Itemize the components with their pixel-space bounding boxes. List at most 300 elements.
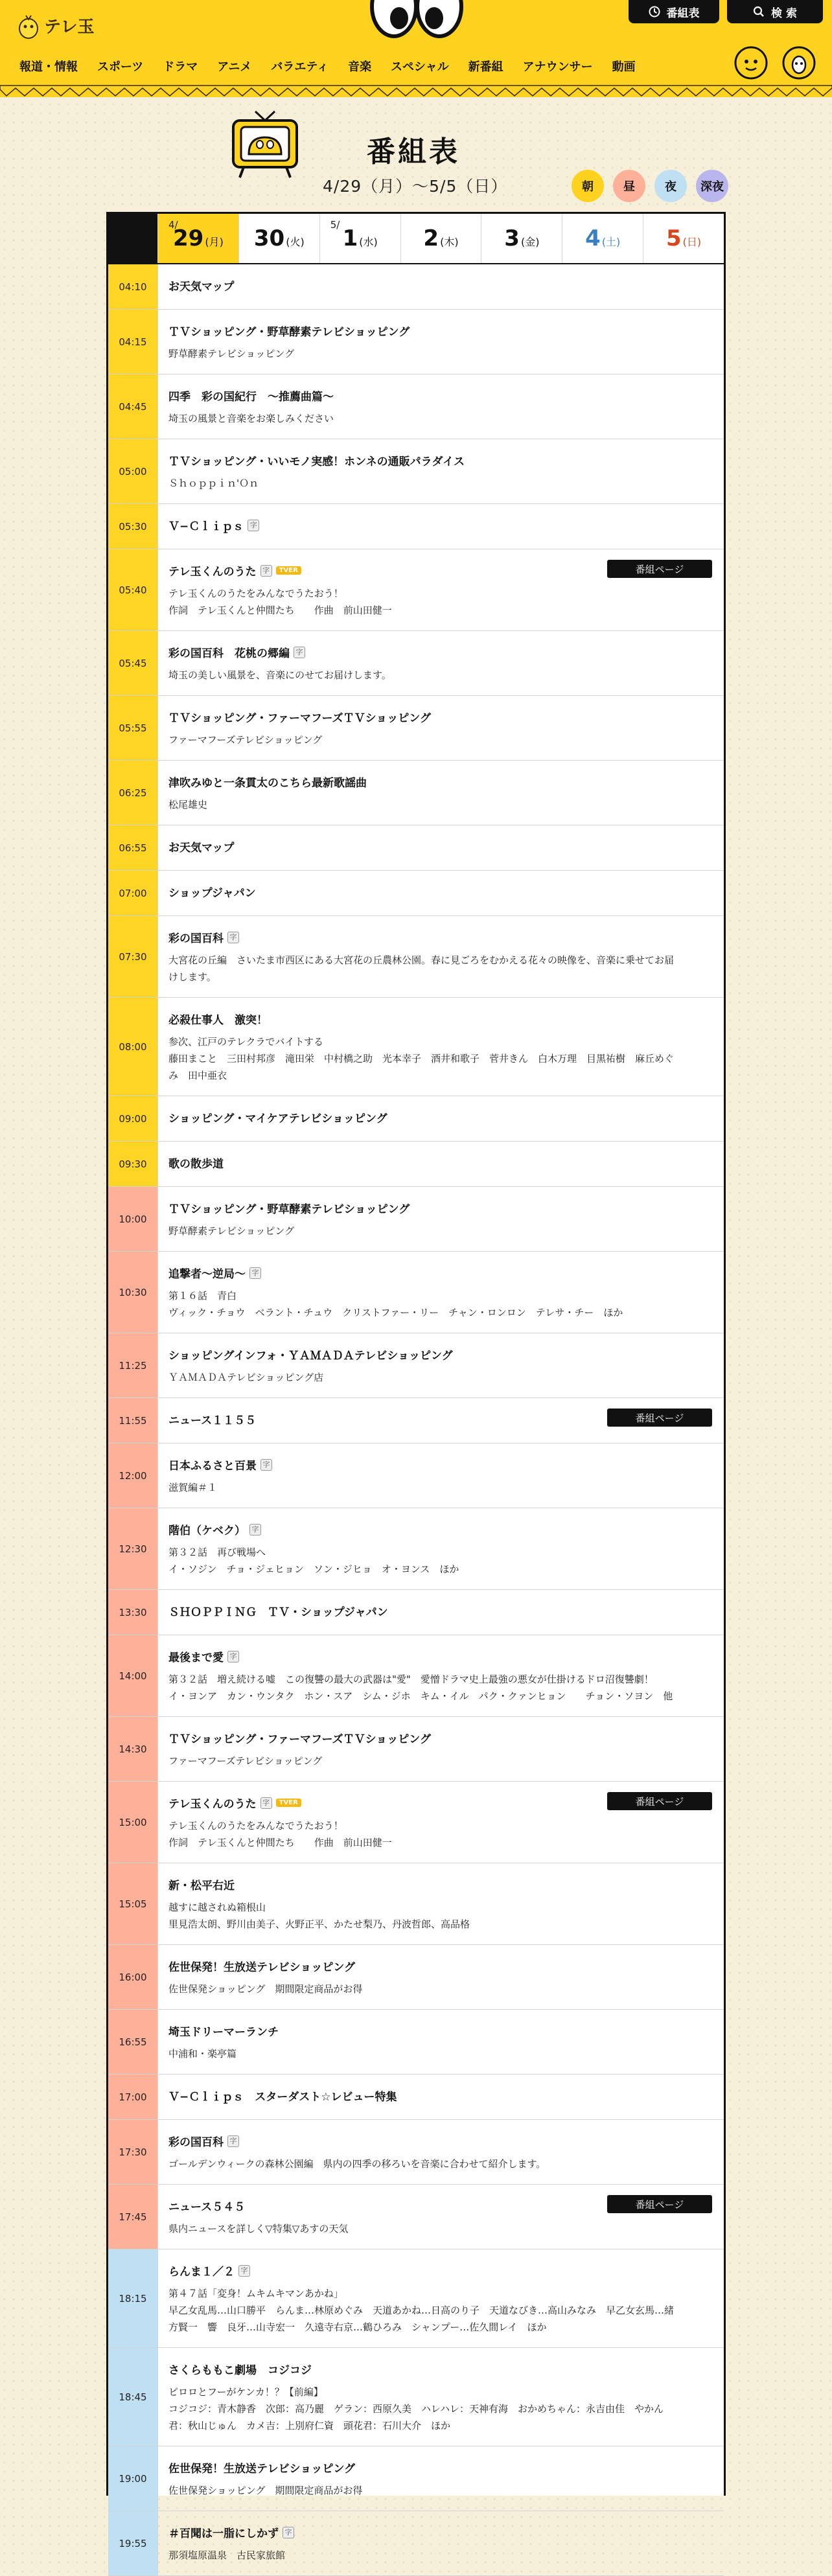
tv-mascot-icon (229, 109, 301, 180)
program-description-line: 早乙女乱馬…山口勝平 らんま…林原めぐみ 天道あかね…日高のり子 天道なびき…高山みなみ 早乙女玄馬…緒 (168, 2305, 675, 2316)
teletama-mascot-icon (18, 12, 39, 39)
day-tab-5[interactable] (562, 214, 643, 263)
program-title[interactable]: 最後まで愛 (168, 1651, 224, 1664)
program-description-line: イ・ソジン チョ・ジェヒョン ソン・ジヒョ オ・ヨンス ほか (168, 1563, 459, 1575)
program-time: 05:40 (108, 549, 158, 630)
day-number: 1 (342, 225, 358, 251)
program-row[interactable] (108, 1333, 724, 1398)
subtitle-badge-icon: 字 (249, 1267, 261, 1279)
program-description (168, 1671, 713, 1705)
program-time: 18:15 (108, 2249, 158, 2347)
program-time: 07:30 (108, 916, 158, 997)
program-info (158, 1142, 724, 1186)
program-row[interactable] (108, 504, 724, 549)
program-info (158, 761, 724, 825)
program-info (158, 1252, 724, 1333)
day-weekday: (月) (205, 235, 224, 248)
program-title-line (168, 323, 713, 339)
nav-special[interactable]: スペシャル (390, 60, 449, 74)
program-title[interactable]: テレ玉くんのうた (168, 566, 257, 579)
program-description-line: 第３２話 再び戦場へ (168, 1547, 266, 1558)
program-time: 10:30 (108, 1252, 158, 1333)
program-title[interactable]: ＴＶショッピング・野草酵素テレビショッピング (168, 1203, 410, 1216)
search-button[interactable] (727, 0, 823, 23)
header-zigzag-edge (0, 86, 832, 98)
program-row[interactable] (108, 1945, 724, 2010)
program-title-line (168, 387, 713, 404)
program-time: 16:55 (108, 2010, 158, 2074)
nav-drama[interactable]: ドラマ (163, 60, 198, 74)
program-description-line: ゴールデンウィークの森林公園編 県内の四季の移ろいを音楽に合わせて紹介します。 (168, 2158, 546, 2170)
program-info (158, 310, 724, 374)
program-title[interactable]: 彩の国百科 花桃の郷編 (168, 647, 290, 660)
day-number: 5 (666, 225, 682, 251)
nav-announcer[interactable]: アナウンサー (522, 60, 593, 74)
program-description (168, 410, 713, 427)
program-time: 12:00 (108, 1443, 158, 1508)
program-description-line: 里見浩太朗、野川由美子、火野正平、かたせ梨乃、丹波哲郎、高品格 (168, 1918, 470, 1930)
day-number: 30 (253, 225, 285, 251)
program-time: 08:00 (108, 998, 158, 1096)
program-title[interactable]: ＳＨＯＰＰＩＮＧ ＴＶ・ショップジャパン (168, 1606, 388, 1619)
program-time: 11:25 (108, 1333, 158, 1397)
program-description-line: 越すに越されぬ箱根山 (168, 1902, 266, 1913)
program-info (158, 549, 724, 630)
program-row[interactable] (108, 761, 724, 825)
program-description (168, 2384, 713, 2434)
program-title-line (168, 1265, 713, 1281)
program-description (168, 1479, 713, 1496)
program-title-line (168, 1730, 713, 1746)
program-description-line: 佐世保発ショッピング 期間限定商品がお得 (168, 1983, 363, 1995)
day-tab-3[interactable] (400, 214, 481, 263)
program-title-line (168, 1456, 713, 1473)
time-night-button[interactable]: 夜 (654, 170, 687, 202)
nav-new-programs[interactable]: 新番組 (468, 60, 503, 74)
time-morning-button[interactable]: 朝 (572, 170, 604, 202)
day-tabs (108, 214, 724, 264)
program-row[interactable] (108, 1252, 724, 1333)
subtitle-badge-icon: 字 (249, 1524, 261, 1535)
program-title-line (168, 884, 713, 900)
program-row[interactable] (108, 871, 724, 916)
subtitle-badge-icon: 字 (227, 1651, 239, 1662)
program-description-line: 作詞 テレ玉くんと仲間たち 作曲 前山田健一 (168, 604, 392, 616)
program-info (158, 998, 724, 1096)
program-title-line (168, 644, 713, 660)
program-title-line (168, 774, 713, 790)
program-info (158, 1782, 724, 1863)
program-title-line (168, 929, 713, 945)
program-page-button[interactable]: 番組ページ (607, 560, 712, 578)
program-description (168, 1753, 713, 1769)
program-title-line (168, 2459, 713, 2476)
program-description (168, 1033, 713, 1084)
program-row[interactable] (108, 696, 724, 761)
day-weekday: (火) (286, 235, 305, 248)
program-title[interactable]: さくらももこ劇場 コジコジ (168, 2364, 312, 2377)
day-number: 4 (585, 225, 601, 251)
program-info (158, 2511, 724, 2575)
day-weekday: (日) (682, 235, 702, 248)
tver-badge: TVER (276, 1799, 301, 1807)
program-title-line (168, 1876, 713, 1892)
time-daytime-button[interactable]: 昼 (613, 170, 645, 202)
program-title[interactable]: 追撃者〜逆局〜 (168, 1268, 246, 1281)
program-time: 05:30 (108, 504, 158, 549)
program-time: 06:55 (108, 825, 158, 870)
program-list (108, 264, 724, 2576)
site-header (0, 0, 832, 97)
program-time: 18:45 (108, 2348, 158, 2446)
program-row[interactable] (108, 1635, 724, 1717)
program-row[interactable] (108, 374, 724, 439)
program-description-line: 参次、江戸のテレクラでバイトする (168, 1036, 323, 1048)
program-row[interactable] (108, 264, 724, 310)
program-description (168, 2045, 713, 2062)
program-row[interactable] (108, 439, 724, 504)
program-description-line: 君：秋山じゅん カメ吉：上別府仁資 頭花君：石川大介 ほか (168, 2420, 451, 2432)
program-title-line (168, 2524, 713, 2540)
schedule-button-label: 番組表 (666, 6, 700, 20)
program-title[interactable]: お天気マップ (168, 281, 235, 293)
program-info (158, 439, 724, 503)
program-description (168, 585, 713, 619)
program-description-line: 佐世保発ショッピング 期間限定商品がお得 (168, 2485, 363, 2496)
program-row[interactable] (108, 1863, 724, 1945)
program-info (158, 825, 724, 870)
program-info (158, 2185, 724, 2249)
day-tab-1[interactable] (238, 214, 319, 263)
program-description-line: 野草酵素テレビショッピング (168, 1225, 295, 1237)
program-info (158, 871, 724, 915)
nav-sports[interactable]: スポーツ (97, 60, 144, 74)
global-nav (0, 53, 726, 79)
program-row[interactable] (108, 998, 724, 1096)
program-description-line: み 田中亜衣 (168, 1070, 227, 1081)
day-weekday: (土) (601, 235, 621, 248)
program-title[interactable]: テレ玉くんのうた (168, 1798, 257, 1811)
program-description (168, 1817, 713, 1851)
program-title[interactable]: ＴＶショッピング・ファーマフーズＴＶショッピング (168, 1733, 431, 1746)
program-description-line: Ｓｈｏｐｐｉｎ'Ｏｎ (168, 477, 259, 489)
program-description-line: 埼玉の風景と音楽をお楽しみください (168, 413, 334, 424)
program-page-button[interactable]: 番組ページ (607, 1409, 712, 1427)
program-info (158, 1508, 724, 1589)
program-time: 04:10 (108, 264, 158, 309)
day-tab-2[interactable] (319, 214, 400, 263)
program-title-line (168, 1155, 713, 1171)
program-row[interactable] (108, 1142, 724, 1187)
program-page-button[interactable]: 番組ページ (607, 1792, 712, 1810)
program-time: 09:30 (108, 1142, 158, 1186)
program-description-line: ファーマフーズテレビショッピング (168, 1755, 323, 1767)
program-description (168, 1981, 713, 1997)
program-info (158, 1398, 724, 1443)
program-title-line (168, 2133, 713, 2149)
day-weekday: (水) (359, 235, 378, 248)
program-info (158, 2249, 724, 2347)
program-description-line: ファーマフーズテレビショッピング (168, 734, 323, 746)
program-row[interactable] (108, 1782, 724, 1863)
program-title-line (168, 1521, 713, 1537)
program-title[interactable]: 階伯（ケベク） (168, 1524, 246, 1537)
program-info (158, 1096, 724, 1141)
program-title[interactable]: 彩の国百科 (168, 932, 224, 945)
program-info (158, 2348, 724, 2446)
subtitle-badge-icon: 字 (248, 520, 259, 531)
search-button-label: 検 索 (771, 6, 797, 20)
program-title-line (168, 2361, 713, 2377)
program-description-line: コジコジ：青木静香 次郎：高乃麗 ゲラン：西原久美 ハレハレ：天神有海 おかめちゃん：永吉由佳 やかん (168, 2403, 664, 2415)
program-description-line: ヴィック・チョウ ベラント・チュウ クリストファー・リー チャン・ロンロン テレサ・チー ほか (168, 1307, 623, 1318)
program-info (158, 1443, 724, 1508)
program-description (168, 2285, 713, 2336)
program-title-line (168, 1346, 713, 1363)
day-tabs-corner (108, 214, 157, 263)
program-time: 05:55 (108, 696, 158, 760)
program-time: 19:00 (108, 2446, 158, 2511)
subtitle-badge-icon: 字 (227, 932, 239, 943)
day-number: 2 (423, 225, 439, 251)
program-info (158, 374, 724, 439)
day-tab-4[interactable] (481, 214, 562, 263)
logo[interactable] (18, 12, 94, 39)
program-description-line: 第３２話 増え続ける嘘 この復讐の最大の武器は"愛" 愛憎ドラマ史上最強の悪女が仕掛けるドロ沼復讐劇！ (168, 1673, 654, 1685)
nav-video[interactable]: 動画 (612, 60, 636, 74)
mascot-eyes-icon (368, 0, 465, 39)
program-row[interactable] (108, 1398, 724, 1443)
program-info (158, 1333, 724, 1397)
program-title[interactable]: 必殺仕事人 激突！ (168, 1014, 268, 1027)
day-weekday: (金) (520, 235, 540, 248)
program-description-line: 野草酵素テレビショッピング (168, 348, 295, 360)
schedule-button[interactable] (629, 0, 719, 23)
subtitle-badge-icon: 字 (260, 565, 272, 577)
program-page-button[interactable]: 番組ページ (607, 2195, 712, 2213)
date-range: 4/29（月）〜5/5（日） (323, 177, 508, 196)
subtitle-badge-icon: 字 (238, 2265, 250, 2277)
program-row[interactable] (108, 1590, 724, 1635)
program-time: 04:45 (108, 374, 158, 439)
program-info (158, 631, 724, 695)
program-title[interactable]: 四季 彩の国紀行 〜推薦曲篇〜 (168, 391, 334, 404)
program-title[interactable]: ニュース１１５５ (168, 1414, 257, 1427)
program-info (158, 2010, 724, 2074)
program-title[interactable]: Ｖ−Ｃｌｉｐｓ スターダスト☆レビュー特集 (168, 2091, 397, 2104)
nav-news[interactable]: 報道・情報 (19, 60, 78, 74)
program-time: 16:00 (108, 1945, 158, 2009)
program-description (168, 475, 713, 492)
program-row[interactable] (108, 2511, 724, 2576)
program-title-line (168, 1603, 713, 1619)
program-row[interactable] (108, 310, 724, 374)
program-title[interactable]: ＴＶショッピング・野草酵素テレビショッピング (168, 326, 410, 339)
program-time: 17:00 (108, 2075, 158, 2119)
program-description-line: 那須塩原温泉 古民家旅館 (168, 2549, 286, 2561)
subtitle-badge-icon: 字 (283, 2527, 294, 2538)
program-description (168, 731, 713, 748)
program-title[interactable]: お天気マップ (168, 842, 235, 855)
program-time: 05:45 (108, 631, 158, 695)
program-description-line: 県内ニュースを詳しく▽特集▽あすの天気 (168, 2223, 349, 2235)
program-description (168, 2156, 713, 2172)
program-title[interactable]: 津吹みゆと一条貫太のこちら最新歌謡曲 (168, 777, 367, 790)
program-time: 19:55 (108, 2511, 158, 2575)
program-description (168, 1899, 713, 1933)
program-time: 14:30 (108, 1717, 158, 1781)
subtitle-badge-icon: 字 (294, 647, 305, 658)
program-description (168, 2547, 713, 2564)
subtitle-badge-icon: 字 (260, 1459, 272, 1471)
program-title-line (168, 452, 713, 468)
program-title-line (168, 1648, 713, 1664)
program-description (168, 2220, 713, 2237)
program-description-line: イ・ヨンア カン・ウンタク ホン・スア シム・ジホ キム・イル パク・クァンヒョン チョン・ソヨン 他 (168, 1690, 673, 1702)
program-title[interactable]: らんま１／２ (168, 2266, 235, 2279)
program-title[interactable]: ＴＶショッピング・ファーマフーズＴＶショッピング (168, 712, 431, 725)
program-title[interactable]: ＴＶショッピング・いいモノ実感！ホンネの通販パラダイス (168, 455, 465, 468)
program-description (168, 952, 713, 985)
program-row[interactable] (108, 631, 724, 696)
program-title[interactable]: ショップジャパン (168, 887, 256, 900)
program-time: 12:30 (108, 1508, 158, 1589)
program-description-line: 第４７話「変身！ムキムキマンあかね」 (168, 2288, 343, 2299)
program-row[interactable] (108, 1187, 724, 1252)
program-time: 04:15 (108, 310, 158, 374)
program-description-line: 藤田まこと 三田村邦彦 滝田栄 中村橋之助 光本幸子 酒井和歌子 菅井きん 白木万理 目黒祐樹 麻丘めぐ (168, 1053, 675, 1064)
program-time: 14:00 (108, 1635, 158, 1716)
subtitle-badge-icon: 字 (227, 2135, 239, 2147)
subtitle-badge-icon: 字 (260, 1797, 272, 1809)
program-info (158, 696, 724, 760)
day-tab-0[interactable] (157, 214, 238, 263)
program-title-line (168, 1109, 713, 1125)
day-tab-6[interactable] (643, 214, 724, 263)
program-title-line (168, 838, 713, 855)
program-info (158, 264, 724, 309)
program-title-line (168, 1200, 713, 1216)
program-title[interactable]: 佐世保発！生放送テレビショッピング (168, 2463, 355, 2476)
program-time: 09:00 (108, 1096, 158, 1141)
program-description-line: 作詞 テレ玉くんと仲間たち 作曲 前山田健一 (168, 1837, 392, 1848)
nav-anime[interactable]: アニメ (217, 60, 252, 74)
time-latenight-button[interactable]: 深夜 (696, 170, 728, 202)
program-row[interactable] (108, 1717, 724, 1782)
program-time: 11:55 (108, 1398, 158, 1443)
program-time: 17:45 (108, 2185, 158, 2249)
program-title[interactable]: 新・松平右近 (168, 1880, 235, 1892)
program-row[interactable] (108, 2120, 724, 2185)
program-description (168, 1223, 713, 1239)
day-weekday: (木) (440, 235, 459, 248)
program-row[interactable] (108, 1096, 724, 1142)
program-info (158, 2075, 724, 2119)
teletama-character-icon[interactable] (734, 45, 768, 80)
schedule-table (106, 212, 726, 2561)
program-description-line: 大宮花の丘編 さいたま市西区にある大宮花の丘農林公園。春に見ごろをむかえる花々の映像を、音楽に乗せてお届 (168, 954, 675, 966)
program-title-line (168, 2262, 713, 2279)
program-title-line (168, 2023, 713, 2039)
program-time: 15:05 (108, 1863, 158, 1944)
day-number: 29 (173, 225, 204, 251)
program-info (158, 1945, 724, 2009)
program-info (158, 1863, 724, 1944)
logo-text: テレ玉 (44, 17, 95, 37)
program-row[interactable] (108, 1443, 724, 1508)
program-row[interactable] (108, 825, 724, 871)
program-description-line: 中浦和・楽亭篇 (168, 2048, 237, 2060)
program-row[interactable] (108, 1508, 724, 1590)
program-description-line: ＹＡＭＡＤＡテレビショッピング店 (168, 1372, 324, 1383)
program-title[interactable]: ショッピング・マイケアテレビショッピング (168, 1112, 387, 1125)
program-title[interactable]: 歌の散歩道 (168, 1158, 224, 1171)
program-description-line: ピロロとフーがケンカ！？【前編】 (168, 2386, 323, 2398)
program-description (168, 667, 713, 684)
program-description-line: 埼玉の美しい風景を、音楽にのせてお届けします。 (168, 669, 391, 681)
tver-badge: TVER (276, 566, 301, 575)
program-info (158, 916, 724, 997)
program-row[interactable] (108, 2348, 724, 2446)
program-title[interactable]: 日本ふるさと百景 (168, 1460, 257, 1473)
program-time: 05:00 (108, 439, 158, 503)
nav-music[interactable]: 音楽 (347, 60, 371, 74)
day-number: 3 (504, 225, 520, 251)
program-description-line: 滋賀編＃１ (168, 1482, 218, 1493)
program-row[interactable] (108, 916, 724, 998)
program-row[interactable] (108, 2249, 724, 2348)
program-row[interactable] (108, 549, 724, 631)
character-badge-icon[interactable] (781, 45, 816, 80)
program-description-line: けします。 (168, 971, 216, 983)
program-row[interactable] (108, 2446, 724, 2511)
program-info (158, 1635, 724, 1716)
program-title-line (168, 277, 713, 293)
day-month: 5/ (330, 219, 340, 231)
program-title[interactable]: 彩の国百科 (168, 2136, 224, 2149)
program-time: 06:25 (108, 761, 158, 825)
program-title-line (168, 517, 713, 533)
program-title-line (168, 709, 713, 725)
search-icon (753, 6, 765, 17)
program-info (158, 1187, 724, 1251)
program-description-line: 方賢一 響 良牙…山寺宏一 久遠寺右京…鶴ひろみ シャンプー…佐久間レイ ほか (168, 2321, 547, 2333)
nav-variety[interactable]: バラエティ (271, 60, 329, 74)
program-description (168, 1287, 713, 1321)
program-title[interactable]: ニュース５４５ (168, 2201, 246, 2214)
program-description-line: 松尾雄史 (168, 799, 208, 811)
program-title[interactable]: 埼玉ドリーマーランチ (168, 2026, 279, 2039)
program-description (168, 1544, 713, 1578)
program-row[interactable] (108, 2010, 724, 2075)
program-time: 17:30 (108, 2120, 158, 2184)
program-row[interactable] (108, 2075, 724, 2120)
program-title[interactable]: ショッピングインフォ・ＹＡＭＡＤＡテレビショッピング (168, 1350, 453, 1363)
program-title[interactable]: 佐世保発！生放送テレビショッピング (168, 1961, 355, 1974)
program-title[interactable]: Ｖ−Ｃｌｉｐｓ (168, 520, 244, 533)
program-title-line (168, 1958, 713, 1974)
program-description (168, 1369, 713, 1386)
page-title: 番組表 (367, 135, 460, 168)
program-description (168, 796, 713, 813)
program-info (158, 1590, 724, 1635)
program-time: 10:00 (108, 1187, 158, 1251)
program-title[interactable]: ＃百聞は一脂にしかず (168, 2527, 279, 2540)
program-info (158, 2446, 724, 2511)
program-time: 15:00 (108, 1782, 158, 1863)
program-description (168, 2482, 713, 2499)
program-row[interactable] (108, 2185, 724, 2249)
